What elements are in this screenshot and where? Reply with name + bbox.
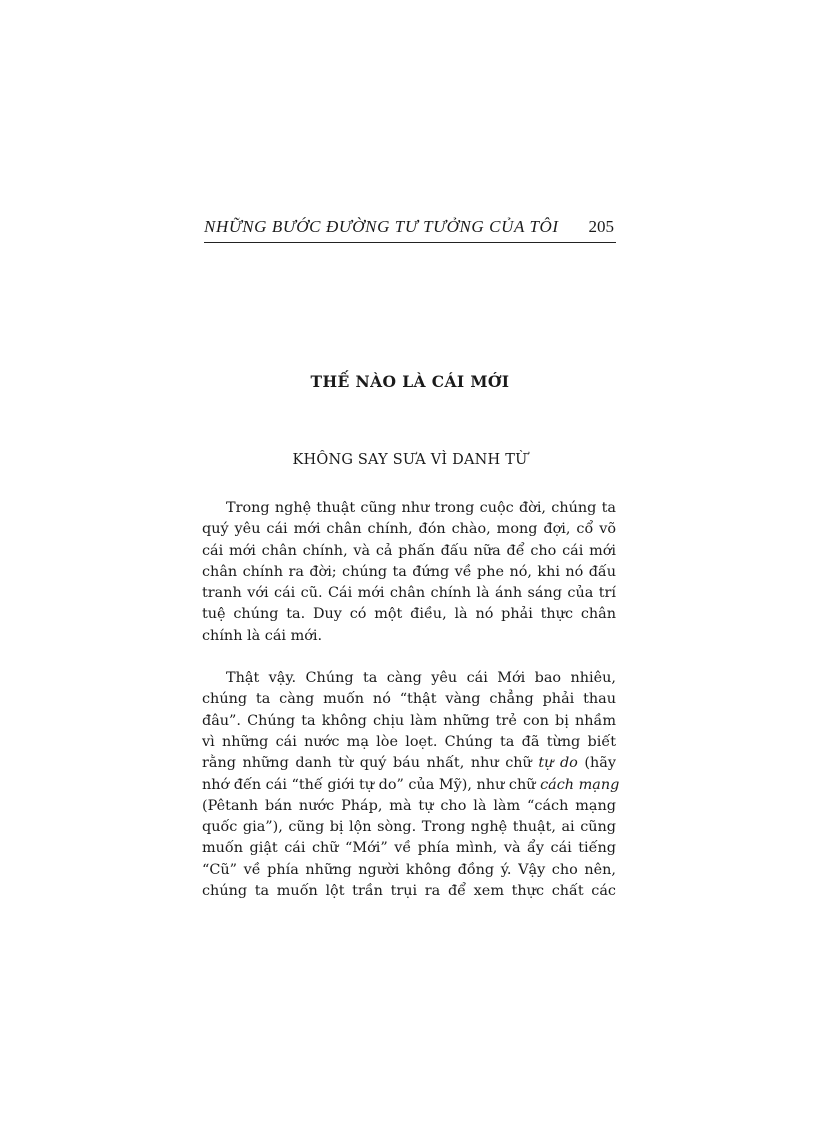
text-line: chính là cái mới. [202, 627, 323, 644]
page-number: 205 [588, 217, 614, 236]
text-line: tuệ chúng ta. Duy có một điều, là nó phải thực chân [202, 606, 616, 623]
text-line: Thật vậy. Chúng ta càng yêu cái Mới bao nhiêu, [226, 670, 616, 687]
chapter-title: THẾ NÀO LÀ CÁI MỚI [310, 372, 510, 391]
text-line: (Pêtanh bán nước Pháp, mà tự cho là làm “cách mạng [202, 797, 616, 814]
text-line: “Cũ” về phía những người không đồng ý. Vậy cho nên, [202, 861, 616, 878]
text-line: Trong nghệ thuật cũng như trong cuộc đời, chúng ta [226, 500, 616, 516]
text-line: quý yêu cái mới chân chính, đón chào, mong đợi, cổ võ [202, 521, 616, 538]
text-line [202, 753, 616, 774]
body-text [202, 498, 620, 923]
text-line: tranh với cái cũ. Cái mới chân chính là ánh sáng của trí [202, 585, 616, 602]
text-line: chúng ta muốn lột trần trụi ra để xem thực chất các [202, 883, 616, 900]
text-segment: (hãy [577, 755, 616, 772]
text-line: chân chính ra đời; chúng ta đứng về phe nó, khi nó đấu [202, 563, 616, 580]
text-segment: nhớ đến cái “thế giới tự do” của Mỹ), như chữ [202, 776, 541, 793]
running-title: NHỮNG BƯỚC ĐƯỜNG TƯ TƯỞNG CỦA TÔI [204, 217, 559, 236]
text-line [202, 775, 620, 796]
text-line: chúng ta càng muốn nó “thật vàng chẳng phải thau [202, 691, 616, 708]
text-line: cái mới chân chính, và cả phấn đấu nữa để cho cái mới [202, 542, 616, 559]
running-header [204, 216, 616, 243]
italic-term: cách mạng [540, 776, 620, 793]
text-line: vì những cái nước mạ lòe loẹt. Chúng ta đã từng biết [202, 733, 616, 750]
italic-term: tự do [538, 755, 578, 772]
text-segment: rằng những danh từ quý báu nhất, như chữ [202, 755, 539, 772]
paragraph-2 [202, 668, 620, 902]
text-line: quốc gia”), cũng bị lộn sòng. Trong nghệ thuật, ai cũng [202, 819, 616, 836]
paragraph-1 [202, 498, 616, 647]
section-title: KHÔNG SAY SƯA VÌ DANH TỪ [292, 452, 528, 468]
text-line: muốn giật cái chữ “Mới” về phía mình, và ẩy cái tiếng [202, 840, 616, 857]
text-line: đâu”. Chúng ta không chịu làm những trẻ con bị nhầm [202, 712, 616, 729]
